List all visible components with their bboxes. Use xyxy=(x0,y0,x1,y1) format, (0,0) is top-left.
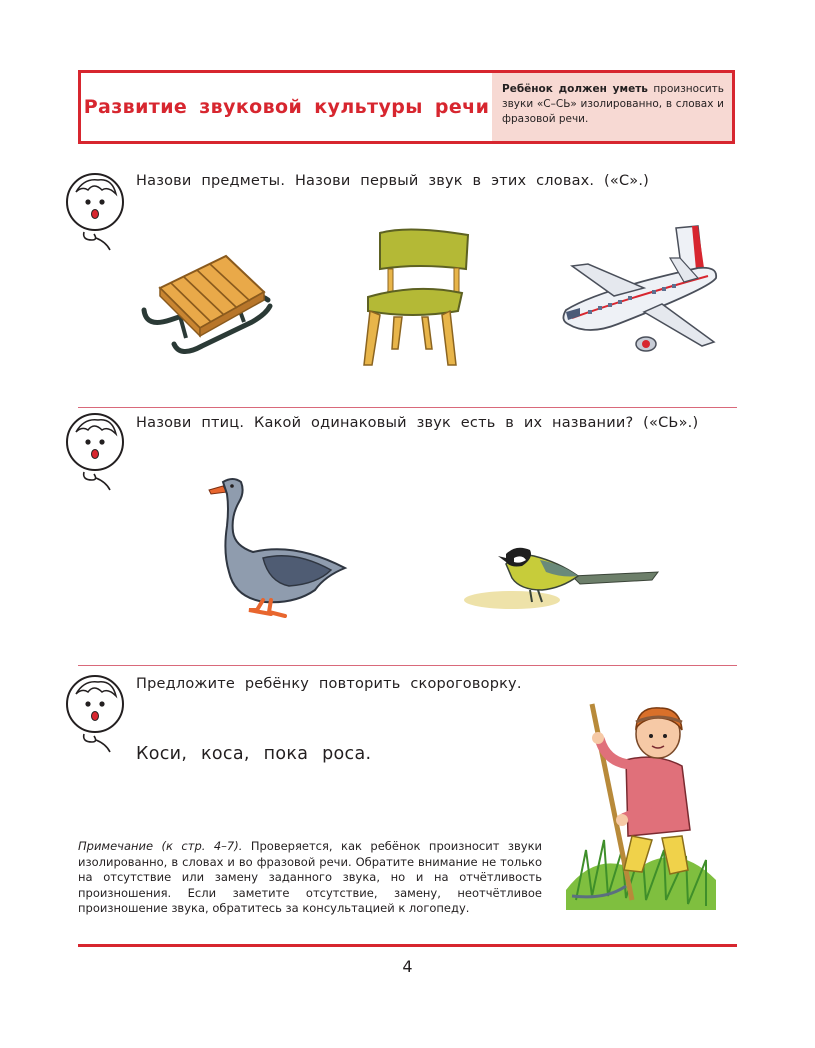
tongue-twister: Коси, коса, пока роса. xyxy=(136,744,372,764)
task-1-text: Назови предметы. Назови первый звук в этих словах. («С».) xyxy=(136,173,650,189)
note-label: Примечание (к стр. 4–7). xyxy=(78,839,243,853)
skill-note-bold: Ребёнок должен уметь xyxy=(502,83,648,95)
child-face-icon xyxy=(64,412,132,496)
sled-image xyxy=(140,248,275,360)
section-header xyxy=(78,70,735,144)
section-divider xyxy=(78,407,737,408)
task-2-text: Назови птиц. Какой одинаковый звук есть в их названии? («СЬ».) xyxy=(136,415,699,431)
section-divider xyxy=(78,665,737,666)
airplane-image xyxy=(558,224,733,359)
skill-note-text: произносить звуки «С–СЬ» изолированно, в словах и фразовой речи. xyxy=(502,83,724,125)
chair-image xyxy=(358,225,463,367)
footer-rule xyxy=(78,944,737,947)
page-number: 4 xyxy=(402,957,413,976)
section-title: Развитие звуковой культуры речи xyxy=(83,96,490,118)
titmouse-image xyxy=(462,542,662,614)
note-text: Проверяется, как ребёнок произносит звуки изолированно, в словах и во фразовой речи. Обратите внимание не только на отсутствие или замену заданного звука, но и на отчётливость произношения. Если заметите отсутствие, замену, неотчётливое произношение звука, обратитесь за консультацией к логопеду. xyxy=(78,839,542,916)
task-3-text: Предложите ребёнку повторить скороговорку. xyxy=(136,676,522,692)
teacher-note xyxy=(78,839,542,917)
boy-mowing-image xyxy=(566,700,716,910)
goose-image xyxy=(205,472,350,620)
child-face-icon xyxy=(64,172,132,256)
child-face-icon xyxy=(64,674,132,758)
skill-note xyxy=(492,73,732,141)
